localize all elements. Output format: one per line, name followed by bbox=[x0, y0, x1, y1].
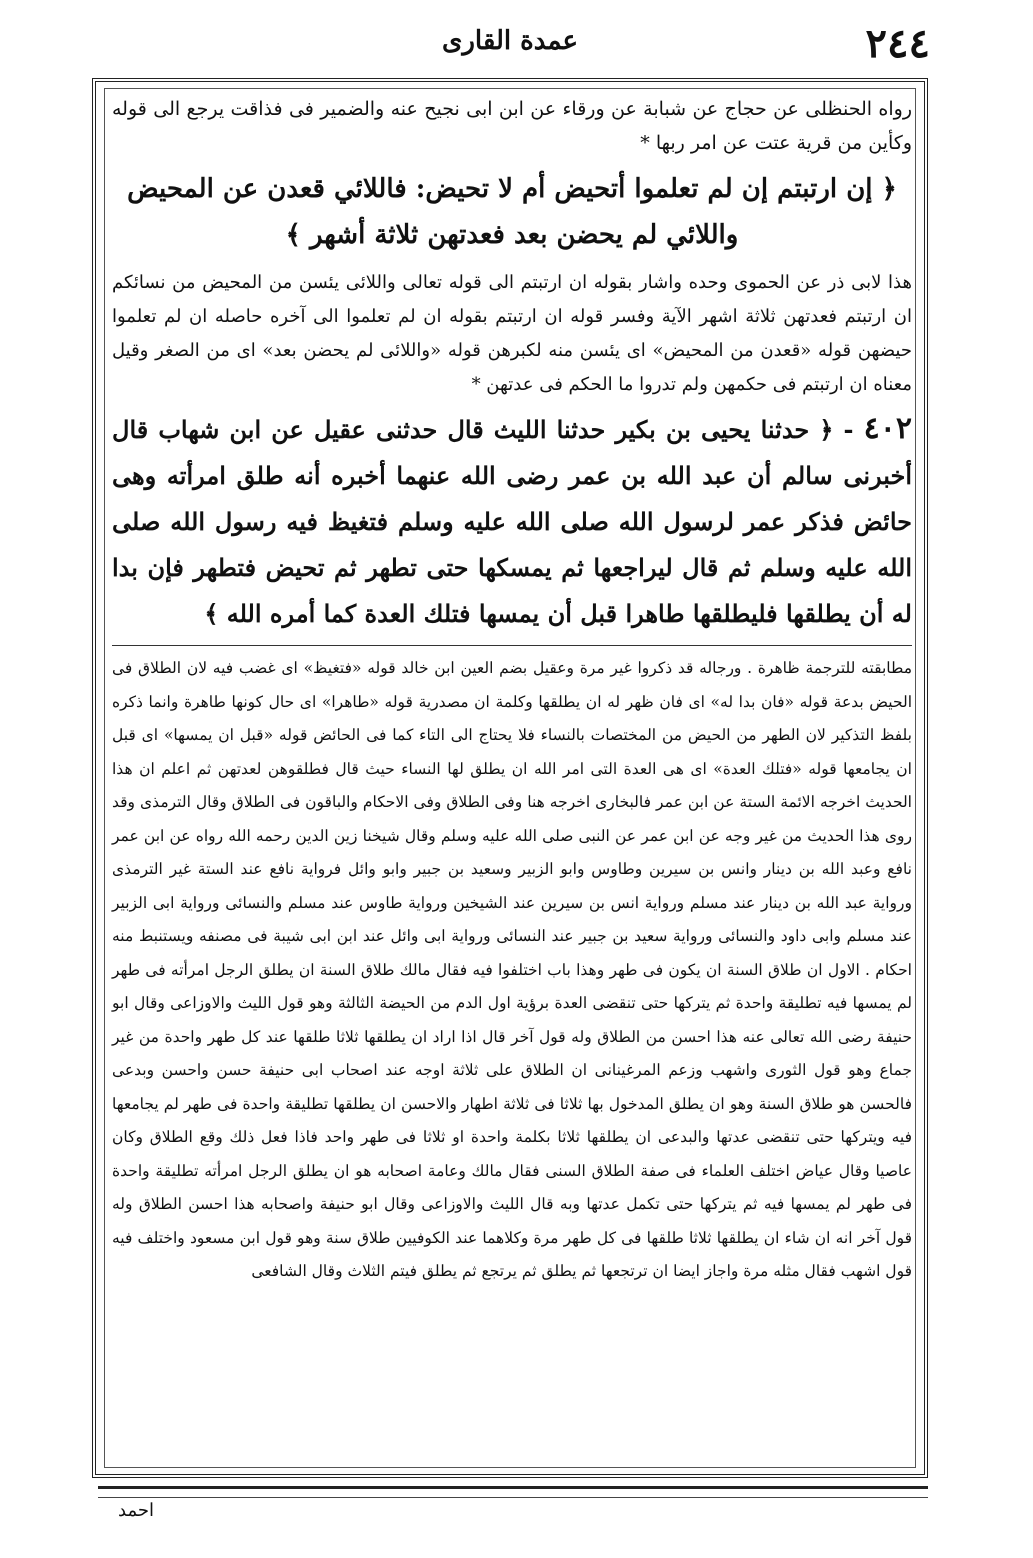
page-number: ٢٤٤ bbox=[865, 20, 930, 67]
hadith-text: ﴿ حدثنا يحيى بن بكير حدثنا الليث قال حدثنى عقيل عن ابن شهاب قال أخبرنى سالم أن عبد الله بن عمر رضى الله عنهما أخبره أنه طلق امرأته وهى حائض فذكر عمر لرسول الله صلى الله عليه وسلم فتغيظ فيه رسول الله صلى الله عليه وسلم ثم قال ليراجعها ثم يمسكها حتى تطهر ثم تحيض فتطهر فإن بدا له أن يطلقها فليطلقها طاهرا قبل أن يمسها فتلك العدة كما أمره الله ﴾ bbox=[112, 415, 912, 628]
page-content bbox=[112, 92, 912, 1462]
quran-verse: ﴿ إن ارتبتم إن لم تعلموا أتحيض أم لا تحيض: فاللائي قعدن عن المحيض واللائي لم يحضن بعد فعدتهن ثلاثة أشهر ﴾ bbox=[127, 174, 897, 250]
opening-paragraph: رواه الحنظلى عن حجاج عن شبابة عن ورقاء عن ابن ابى نجيح عنه والضمير فى فذاقت يرجع الى قوله وكأين من قرية عتت عن امر ربها * bbox=[112, 98, 912, 154]
section-divider bbox=[112, 645, 912, 646]
hadith-block bbox=[112, 406, 912, 637]
verse-explanation: هذا لابى ذر عن الحموى وحده واشار بقوله ان ارتبتم الى قوله تعالى واللائى يئسن من المحيض من نسائكم ان ارتبتم فعدتهن ثلاثة اشهر الآية وفسر قوله ان ارتبتم بقوله ان لم تعلموا الى آخره حاصله ان لم تعلموا حيضهن قوله «قعدن من المحيض» اى يئسن منه لكبرهن قوله «واللائى لم يحضن بعد» اى من الصغر وقيل معناه ان ارتبتم فى حكمهن ولم تدروا ما الحكم فى عدتهن * bbox=[112, 272, 912, 395]
commentary-text: مطابقته للترجمة ظاهرة . ورجاله قد ذكروا غير مرة وعقيل بضم العين ابن خالد قوله «فتغيظ» اى غضب فيه لان الطلاق فى الحيض بدعة قوله «فان بدا له» اى فان ظهر له ان يطلقها وكلمة ان مصدرية قوله «طاهرا» اى حال كونها طاهرة وانما ذكره بلفظ التذكير لان الطهر من الحيض من المختصات بالنساء فلا يحتاج الى التاء كما فى الحائض قوله «قبل ان يمسها» اى قبل ان يجامعها قوله «فتلك العدة» اى هى العدة التى امر الله ان يطلق لها النساء حيث قال فطلقوهن لعدتهن ثم اعلم ان هذا الحديث اخرجه الائمة الستة عن ابن عمر فالبخارى اخرجه هنا وفى الطلاق وفى الاحكام والباقون فى الطلاق وقال الترمذى وقد روى هذا الحديث من غير وجه عن ابن عمر عن النبى صلى الله عليه وسلم وقال شيخنا زين الدين رحمه الله رواه عن ابن عمر نافع وعبد الله بن دينار وانس بن سيرين وطاوس وابو الزبير وسعيد بن جبير وابو وائل فرواية نافع عند الستة غير الترمذى ورواية عبد الله بن دينار عند مسلم ورواية انس بن سيرين عند الشيخين ورواية طاوس عند مسلم والنسائى ورواية ابى الزبير عند مسلم وابى داود والنسائى ورواية سعيد بن جبير عند النسائى ورواية ابى وائل عند ابن ابى شيبة فى مصنفه ويستنبط منه احكام . الاول ان طلاق السنة ان يكون فى طهر وهذا باب اختلفوا فيه فقال مالك طلاق السنة ان يطلق الرجل امرأته فى طهر لم يمسها فيه تطليقة واحدة ثم يتركها حتى تنقضى العدة برؤية اول الدم من الحيضة الثالثة وهو قول الليث والاوزاعى وقال ابو حنيفة رضى الله تعالى عنه هذا احسن من الطلاق وله قول آخر قال اذا اراد ان يطلقها ثلاثا طلقها عند كل طهر واحدة من غير جماع وهو قول الثورى واشهب وزعم المرغينانى ان الطلاق على ثلاثة اوجه عند اصحاب ابى حنيفة حسن واحسن وبدعى فالحسن هو طلاق السنة وهو ان يطلق المدخول بها ثلاثا فى ثلاثة اطهار والاحسن ان يطلقها تطليقة واحدة فى طهر لم يجامعها فيه ويتركها حتى تنقضى عدتها والبدعى ان يطلقها ثلاثا بكلمة واحدة او ثلاثا فى طهر واحد فاذا فعل ذلك وقع الطلاق وكان عاصيا وقال عياض اختلف العلماء فى صفة الطلاق السنى فقال مالك وعامة اصحابه هو ان يطلق الرجل امرأته تطليقة واحدة فى طهر لم يمسها فيه ثم يتركها حتى تكمل عدتها وبه قال الليث والاوزاعى وقال ابو حنيفة واصحابه هذا احسن الطلاق وله قول آخر انه ان شاء ان يطلقها ثلاثا طلقها فى كل طهر مرة وكلاهما عند الكوفيين طلاق سنة وهو قول ابن مسعود واختلف فيه قول اشهب فقال مثله مرة واجاز ايضا ان ترتجعها ثم يطلق ثم يرتجع ثم يطلق فيتم الثلاث وقال الشافعى bbox=[112, 659, 912, 1280]
printer-signature: احمد bbox=[118, 1500, 154, 1521]
hadith-number: ٤٠٢ bbox=[863, 411, 912, 446]
page-header bbox=[90, 18, 930, 70]
bottom-rule bbox=[98, 1486, 928, 1498]
running-title: عمدة القارى bbox=[442, 26, 578, 56]
hadith-dash: - bbox=[833, 415, 854, 444]
